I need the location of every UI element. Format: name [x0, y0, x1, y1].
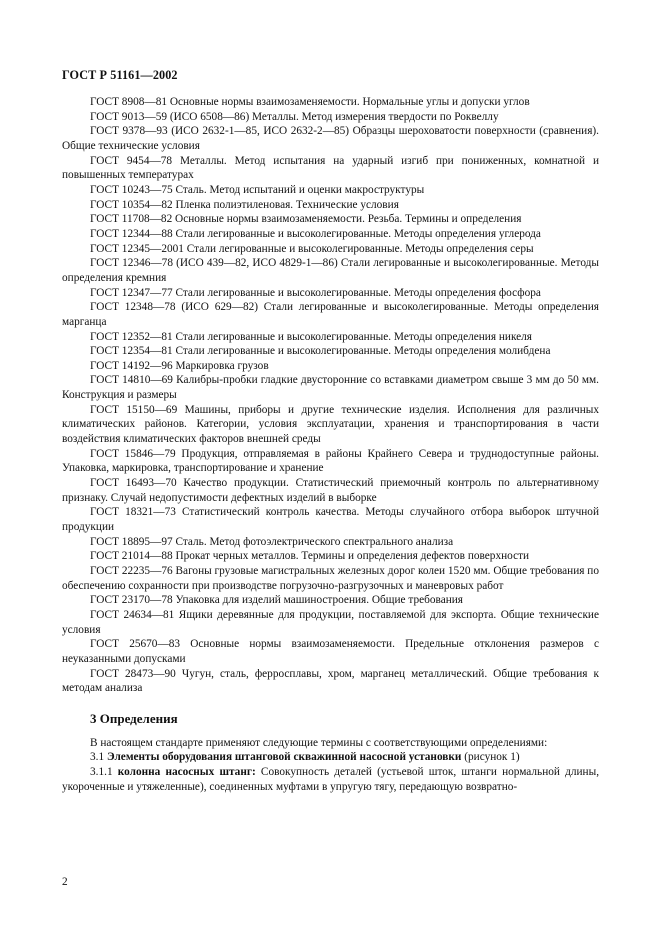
reference-item: ГОСТ 15846—79 Продукция, отправляемая в районы Крайнего Севера и труднодоступные районы. Упаковка, маркировка, транспортирование и хранение: [62, 447, 599, 475]
defined-term: Элементы оборудования штанговой скважинной насосной установки: [106, 751, 462, 764]
reference-item: ГОСТ 8908—81 Основные нормы взаимозаменяемости. Нормальные углы и допуски углов: [90, 96, 530, 108]
reference-item: ГОСТ 18321—73 Статистический контроль качества. Методы случайного отбора выборок штучной продукции: [62, 506, 599, 534]
reference-item: ГОСТ 12344—88 Стали легированные и высоколегированные. Методы определения углерода: [90, 227, 541, 240]
reference-item: ГОСТ 9378—93 (ИСО 2632-1—85, ИСО 2632-2—85) Образцы шероховатости поверхности (сравнения). Общие технические условия: [62, 125, 599, 152]
reference-item: ГОСТ 24634—81 Ящики деревянные для продукции, поставляемой для экспорта. Общие технические условия: [62, 608, 599, 636]
reference-item: ГОСТ 10354—82 Пленка полиэтиленовая. Технические условия: [90, 198, 399, 211]
section-intro: В настоящем стандарте применяют следующие термины с соответствующими определениями:: [90, 736, 548, 749]
reference-item: ГОСТ 12352—81 Стали легированные и высоколегированные. Методы определения никеля: [90, 330, 532, 343]
reference-item: ГОСТ 15150—69 Машины, приборы и другие технические изделия. Исполнения для различных климатических районов. Категории, условия эксплуатации, хранения и транспортирования в части воздействия климатических факторов внешней среды: [62, 403, 599, 446]
reference-item: ГОСТ 12354—81 Стали легированные и высоколегированные. Методы определения молибдена: [90, 345, 551, 358]
definition-3-1-1: [62, 765, 599, 794]
reference-item: ГОСТ 12347—77 Стали легированные и высоколегированные. Методы определения фосфора: [90, 286, 541, 299]
references-list: [62, 95, 599, 696]
reference-item: ГОСТ 14192—96 Маркировка грузов: [90, 359, 269, 372]
definition-text: (рисунок 1): [464, 751, 520, 764]
reference-item: ГОСТ 18895—97 Сталь. Метод фотоэлектрического спектрального анализа: [90, 535, 454, 548]
reference-item: ГОСТ 12345—2001 Стали легированные и высоколегированные. Методы определения серы: [90, 242, 534, 255]
document-body: [62, 95, 599, 794]
document-header: ГОСТ Р 51161—2002: [62, 68, 178, 82]
reference-item: ГОСТ 28473—90 Чугун, сталь, ферросплавы, хром, марганец металлический. Общие требования к методам анализа: [62, 667, 599, 695]
reference-item: ГОСТ 9454—78 Металлы. Метод испытания на ударный изгиб при пониженных, комнатной и повышенных температурах: [62, 154, 599, 182]
reference-item: ГОСТ 23170—78 Упаковка для изделий машиностроения. Общие требования: [90, 594, 463, 607]
clause-number: 3.1: [90, 751, 105, 764]
reference-item: ГОСТ 25670—83 Основные нормы взаимозаменяемости. Предельные отклонения размеров с неуказанными допусками: [62, 638, 599, 665]
reference-item: ГОСТ 11708—82 Основные нормы взаимозаменяемости. Резьба. Термины и определения: [90, 213, 522, 226]
reference-item: ГОСТ 12346—78 (ИСО 439—82, ИСО 4829-1—86) Стали легированные и высоколегированные. Методы определения кремния: [62, 257, 599, 284]
reference-item: ГОСТ 21014—88 Прокат черных металлов. Термины и определения дефектов поверхности: [90, 550, 530, 563]
reference-item: ГОСТ 9013—59 (ИСО 6508—86) Металлы. Метод измерения твердости по Роквеллу: [90, 110, 499, 123]
reference-item: ГОСТ 16493—70 Качество продукции. Статистический приемочный контроль по альтернативному признаку. Случай недопустимости дефектных изделий в выборке: [62, 477, 599, 504]
definition-text: Совокупность деталей (устьевой шток, штанги нормальной длины, укороченные и утяжеленные), соединенных муфтами в упругую тягу, передающую возвратно-: [62, 765, 600, 793]
page-number: 2: [62, 876, 68, 888]
defined-term: колонна насосных штанг:: [117, 765, 256, 778]
reference-item: ГОСТ 22235—76 Вагоны грузовые магистральных железных дорог колеи 1520 мм. Общие требования по обеспечению сохранности при производстве погрузочно-разгрузочных и маневровых работ: [62, 565, 599, 592]
reference-item: ГОСТ 10243—75 Сталь. Метод испытаний и оценки макроструктуры: [90, 183, 425, 196]
definition-3-1: [62, 750, 599, 765]
reference-item: ГОСТ 14810—69 Калибры-пробки гладкие двусторонние со вставками диаметром свыше 3 мм до 50 мм. Конструкция и размеры: [62, 374, 599, 402]
clause-number: 3.1.1: [90, 765, 113, 778]
section-title: 3 Определения: [90, 710, 178, 726]
reference-item: ГОСТ 12348—78 (ИСО 629—82) Стали легированные и высоколегированные. Методы определения марганца: [62, 301, 599, 328]
